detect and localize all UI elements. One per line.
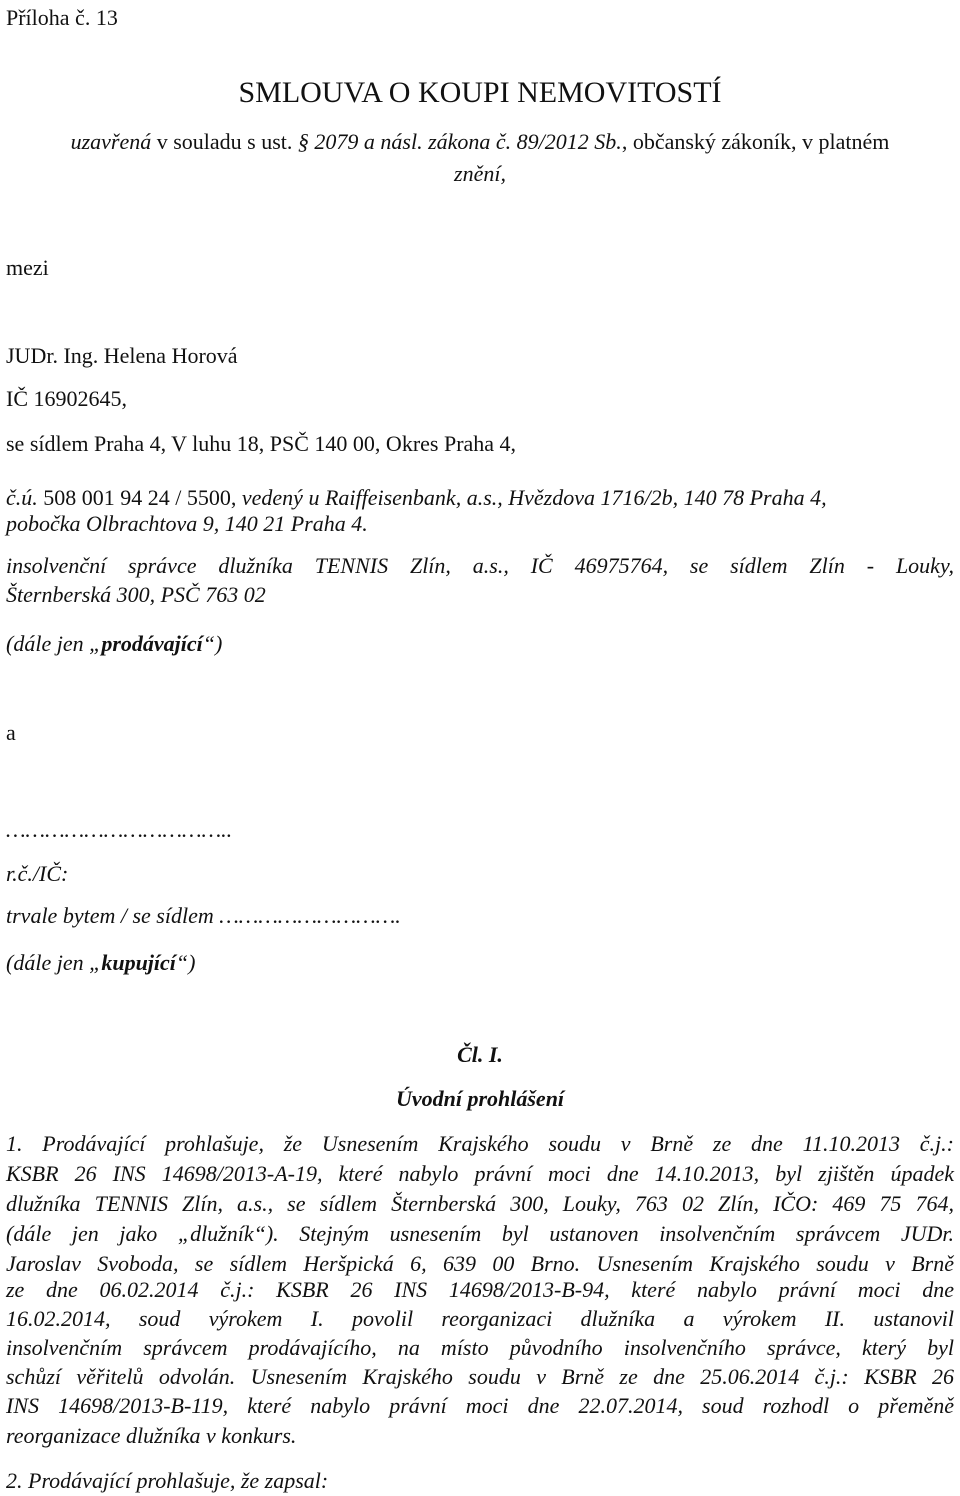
seller-alias-open: (dále jen „ [6, 631, 102, 656]
buyer-alias-term: kupující [101, 950, 176, 975]
article-heading: Úvodní prohlášení [395, 1086, 565, 1111]
seller-alias [6, 631, 222, 657]
buyer-rc: r.č./IČ: [6, 861, 69, 886]
subtitle-line-2: znění, [454, 161, 506, 186]
seller-bank-line-2: pobočka Olbrachtova 9, 140 21 Praha 4. [6, 511, 368, 536]
seller-name: JUDr. Ing. Helena Horová [6, 343, 238, 368]
seller-alias-term: prodávající [101, 631, 203, 656]
document-title: SMLOUVA O KOUPI NEMOVITOSTÍ [238, 76, 722, 109]
annex-label: Příloha č. 13 [6, 5, 118, 30]
seller-role-line-1: insolvenční správce dlužníka TENNIS Zlín, a.s., IČ 46975764, se sídlem Zlín - Louky, [6, 553, 954, 578]
paragraph-1-line-10: INS 14698/2013-B-119, které nabylo právní moci dne 22.07.2014, soud rozhodl o přeměně [6, 1393, 954, 1418]
subtitle-part-b: v souladu s ust. [151, 129, 298, 154]
between-label: mezi [6, 255, 49, 280]
buyer-placeholder: …………………………….. [6, 817, 233, 842]
and-label: a [6, 720, 16, 745]
buyer-alias-close: “) [175, 950, 196, 975]
paragraph-1-line-3: dlužníka TENNIS Zlín, a.s., se sídlem Šternberská 300, Louky, 763 02 Zlín, IČO: 469 75 764, [6, 1191, 954, 1216]
article-number: Čl. I. [457, 1042, 503, 1067]
paragraph-2-line-1: 2. Prodávající prohlašuje, že zapsal: [6, 1468, 329, 1493]
buyer-residence: trvale bytem / se sídlem ………………………. [6, 903, 401, 928]
paragraph-1-line-5: Jaroslav Svoboda, se sídlem Heršpická 6, 639 00 Brno. Usnesením Krajského soudu v Brně [6, 1251, 954, 1276]
subtitle-part-a: uzavřená [70, 129, 152, 154]
subtitle-part-c: 2079 a násl. zákona č. 89/2012 Sb. [308, 129, 622, 154]
buyer-alias-open: (dále jen „ [6, 950, 102, 975]
paragraph-1-line-7: 16.02.2014, soud výrokem I. povolil reorganizaci dlužníka a výrokem II. ustanovil [6, 1306, 954, 1331]
paragraph-1-line-2: KSBR 26 INS 14698/2013-A-19, které nabylo právní moci dne 14.10.2013, byl zjištěn úpadek [6, 1161, 954, 1186]
seller-bank-details: vedený u Raiffeisenbank, a.s., Hvězdova 1716/2b, 140 78 Praha 4, [241, 485, 827, 510]
seller-ic: IČ 16902645, [6, 386, 127, 411]
seller-role-line-2: Šternberská 300, PSČ 763 02 [6, 582, 266, 607]
paragraph-1-line-8: insolvenčním správcem prodávajícího, na místo původního insolvenčního správce, který byl [6, 1335, 954, 1360]
seller-alias-close: “) [202, 631, 223, 656]
buyer-alias [6, 950, 195, 976]
section-symbol-icon: § [297, 129, 309, 154]
seller-bank-label: č.ú. [6, 485, 38, 510]
seller-bank-line-1 [6, 485, 827, 511]
seller-address: se sídlem Praha 4, V luhu 18, PSČ 140 00, Okres Praha 4, [6, 431, 517, 456]
paragraph-1-line-6: ze dne 06.02.2014 č.j.: KSBR 26 INS 14698/2013-B-94, které nabylo právní moci dne [6, 1277, 954, 1302]
paragraph-1-line-9: schůzí věřitelů odvolán. Usnesením Krajského soudu v Brně ze dne 25.06.2014 č.j.: KSBR 26 [6, 1364, 954, 1389]
seller-bank-number: 508 001 94 24 / 5500, [37, 485, 242, 510]
paragraph-1-line-4: (dále jen jako „dlužník“). Stejným usnesením byl ustanoven insolvenčním správcem JUDr. [6, 1221, 954, 1246]
paragraph-1-line-11: reorganizace dlužníka v konkurs. [6, 1423, 297, 1448]
paragraph-1-line-1: 1. Prodávající prohlašuje, že Usnesením Krajského soudu v Brně ze dne 11.10.2013 č.j.: [6, 1131, 954, 1156]
subtitle-line-1 [0, 129, 960, 155]
subtitle-part-d: , občanský zákoník, v platném [621, 129, 890, 154]
